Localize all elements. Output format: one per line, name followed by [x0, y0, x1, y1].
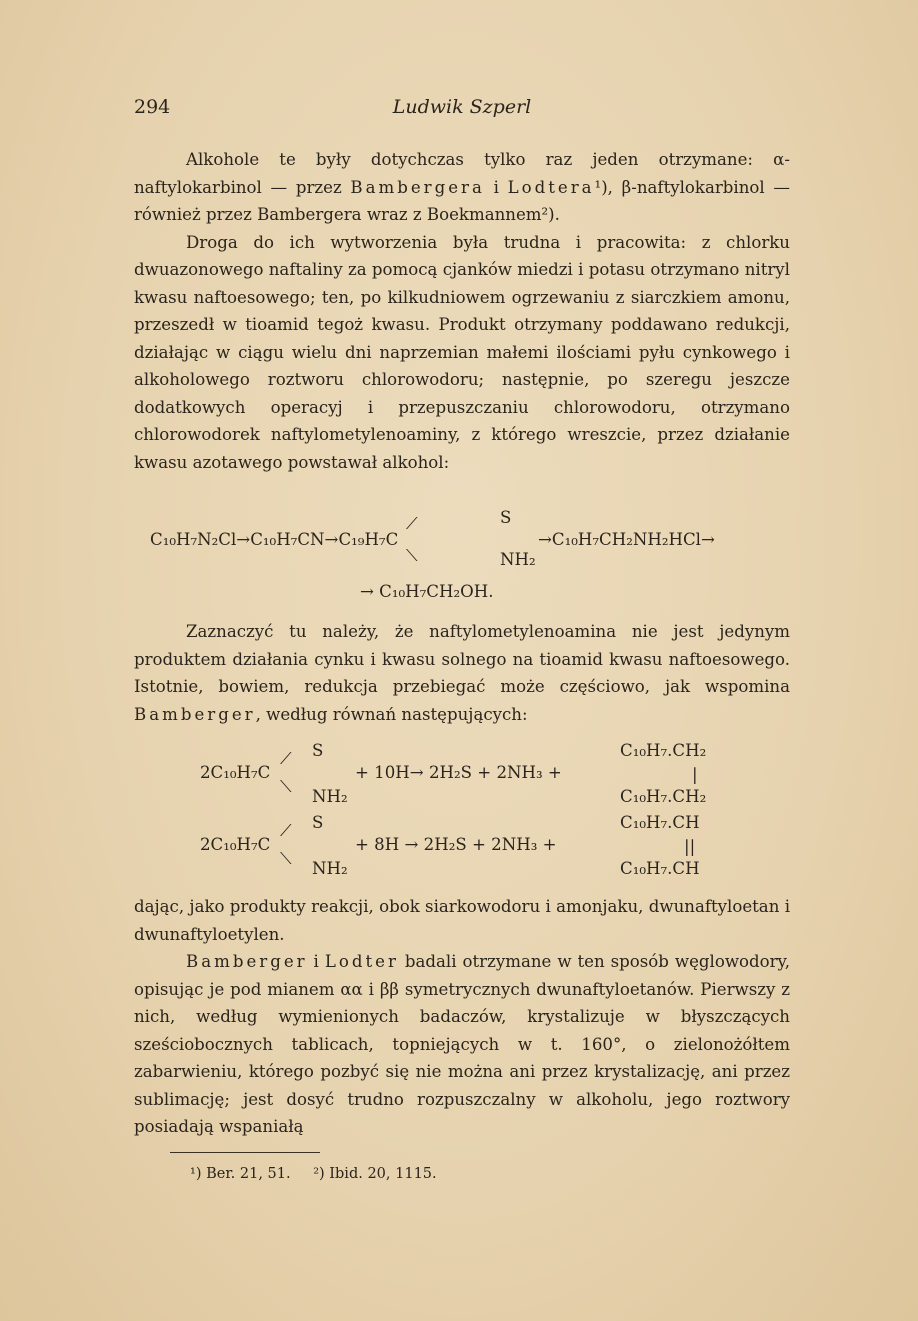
formula-part: C₁₀H₇.CH₂	[620, 787, 707, 806]
paragraph	[134, 146, 790, 229]
author-name: Lodter	[324, 952, 399, 971]
text-run: ¹), β-naftylokarbinol — również przez Bambergera wraz z Boekmannem²).	[134, 177, 790, 224]
formula-part: C₁₀H₇.CH₂	[620, 741, 707, 760]
body-text	[134, 146, 790, 476]
formula-part: C₁₀H₇.CH	[620, 859, 700, 878]
formula-part: 2C₁₀H₇C	[200, 763, 271, 782]
text-run: , według równań następujących:	[255, 704, 528, 724]
text-run: Zaznaczyć tu należy, że naftylometylenoamina nie jest jedynym produktem działania cynku i kwasu solnego na tioamid kwasu naftoesowego. Istotnie, bowiem, redukcja przebiegać może częściowo, jak wspomina	[134, 622, 790, 696]
formula-bond: ⟋	[406, 514, 418, 533]
formula-bond: ⟋	[280, 821, 292, 840]
running-title: Ludwik Szperl	[392, 96, 532, 118]
formula-bond: ⟋	[280, 749, 292, 768]
reaction-formula	[150, 508, 790, 608]
paragraph	[134, 893, 790, 1141]
paragraph-text	[134, 948, 790, 1141]
text-run: Alkohole te były dotychczas tylko raz jeden otrzymane: α-naftylokarbinol — przez	[134, 150, 790, 197]
footnote: ¹) Ber. 21, 51.	[190, 1166, 291, 1182]
author-name: Bambergera	[350, 177, 485, 197]
author-name: Lodtera	[507, 177, 595, 197]
page-header	[134, 96, 790, 126]
formula-bond: |	[692, 765, 698, 784]
text-run: i	[484, 177, 508, 197]
formula-part: C₁₀H₇N₂Cl→C₁₀H₇CN→C₁₉H₇C	[150, 530, 399, 549]
text-run: i	[307, 952, 325, 971]
formula-part: NH₂	[312, 787, 348, 806]
paragraph	[134, 618, 790, 728]
formula-part: S	[312, 813, 324, 832]
formula-part: NH₂	[312, 859, 348, 878]
paragraph-text: dając, jako produkty reakcji, obok siarkowodoru i amonjaku, dwunaftyloetan i dwunaftyloetylen.	[134, 897, 790, 944]
formula-part: → C₁₀H₇CH₂OH.	[360, 582, 494, 601]
footnotes	[190, 1166, 455, 1182]
footnote-rule	[170, 1152, 320, 1153]
formula-bond: ||	[684, 837, 696, 856]
reaction-equations	[200, 737, 800, 887]
formula-part: S	[500, 508, 512, 527]
footnote: ²) Ibid. 20, 1115.	[313, 1166, 437, 1182]
formula-part: S	[312, 741, 324, 760]
paragraph: Droga do ich wytworzenia była trudna i pracowita: z chlorku dwuazonowego naftaliny za pomocą cjanków miedzi i potasu otrzymano nitryl kwasu naftoesowego; ten, po kilkudniowem ogrzewaniu z siarczkiem amonu, przeszedł w tioamid tegoż kwasu. Produkt otrzymany poddawano redukcji, działając w ciągu wielu dni naprzemian małemi ilościami pyłu cynkowego i alkoholowego roztworu chlorowodoru; następnie, po szeregu jeszcze dodatkowych operacyj i przepuszczaniu chlorowodoru, otrzymano chlorowodorek naftylometylenoaminy, z którego wreszcie, przez działanie kwasu azotawego powstawał alkohol:	[134, 232, 790, 472]
formula-part: →C₁₀H₇CH₂NH₂HCl→	[538, 530, 715, 549]
text-run: badali otrzymane w ten sposób węglowodory, opisując je pod mianem αα i ββ symetrycznych dwunaftyloetanów. Pierwszy z nich, według wymienionych badaczów, krystalizuje w błyszczących sześciobocznych tablicach, topniejących w t. 160°, o zielonożółtem zabarwieniu, którego pozbyć się nie można ani przez krystalizację, ani przez sublimację; jest dosyć trudno rozpuszczalny w alkoholu, jego roztwory posiadają wspaniałą	[134, 952, 790, 1136]
formula-bond: ⟍	[406, 546, 418, 565]
formula-part: NH₂	[500, 550, 536, 569]
formula-part: + 8H → 2H₂S + 2NH₃ +	[355, 835, 557, 854]
author-name: Bamberger	[134, 704, 256, 724]
formula-part: + 10H→ 2H₂S + 2NH₃ +	[355, 763, 562, 782]
formula-bond: ⟍	[280, 777, 292, 796]
paragraph-text	[134, 618, 790, 728]
formula-bond: ⟍	[280, 849, 292, 868]
author-name: Bamberger	[186, 952, 308, 971]
page-number: 294	[134, 96, 171, 118]
formula-part: 2C₁₀H₇C	[200, 835, 271, 854]
formula-part: C₁₀H₇.CH	[620, 813, 700, 832]
